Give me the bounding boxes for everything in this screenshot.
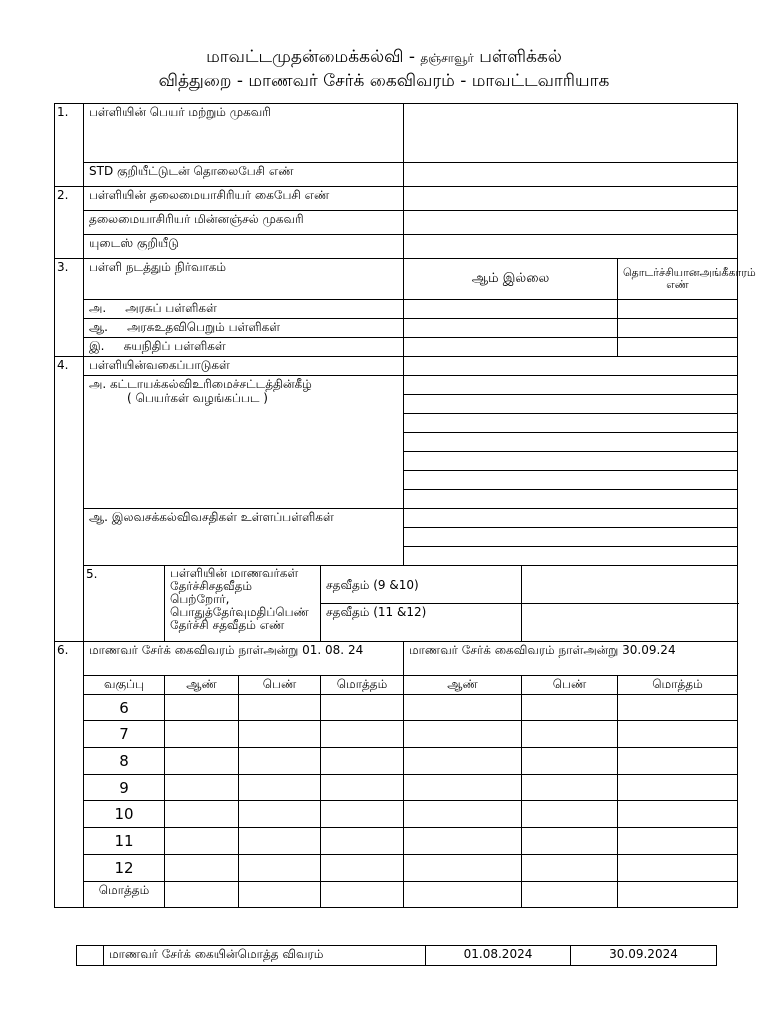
total-cell[interactable] (321, 695, 404, 721)
aided-schools-recognition[interactable] (618, 319, 738, 338)
class-label: 12 (84, 855, 165, 882)
total-cell[interactable] (618, 828, 738, 855)
government-schools-yes-no[interactable] (404, 300, 618, 319)
class-label: 6 (84, 695, 165, 721)
aided-schools-yes-no[interactable] (404, 319, 618, 338)
rte-line-6[interactable] (404, 471, 738, 490)
udise-code-field[interactable] (404, 235, 738, 259)
grand-total-cell[interactable] (618, 882, 738, 908)
col-total-header-1: மொத்தம் (321, 676, 404, 695)
rte-line-3[interactable] (404, 414, 738, 433)
boys-cell[interactable] (165, 855, 239, 882)
girls-total-cell[interactable] (239, 882, 321, 908)
school-name-field[interactable] (404, 104, 738, 163)
girls-cell[interactable] (239, 748, 321, 775)
total-cell[interactable] (321, 721, 404, 748)
std-phone-label: STD குறியீட்டுடன் தொலைபேசி எண் (84, 163, 404, 187)
pass-percent-9-10-label: சதவீதம் (9 &10) (321, 566, 522, 604)
summary-date-2: 30.09.2024 (571, 946, 717, 966)
boys-cell[interactable] (404, 828, 522, 855)
boys-cell[interactable] (404, 775, 522, 801)
enrollment-date-1-header: மாணவர் சேர்க் கைவிவரம் நாள்அன்று 01. 08. 24 (84, 642, 404, 676)
school-category-field[interactable] (404, 357, 738, 376)
recognition-number-header: தொடர்ச்சியானஅங்கீகாரம் எண் (618, 259, 738, 300)
management-label: பள்ளி நடத்தும் நிர்வாகம் (84, 259, 404, 300)
boys-cell[interactable] (404, 855, 522, 882)
enrollment-date-2-header: மாணவர் சேர்க் கைவிவரம் நாள்அன்று 30.09.24 (404, 642, 738, 676)
row-1-number: 1. (55, 104, 84, 187)
summary-date-1: 01.08.2024 (426, 946, 571, 966)
girls-cell[interactable] (522, 801, 618, 828)
boys-cell[interactable] (165, 748, 239, 775)
girls-cell[interactable] (522, 828, 618, 855)
udise-code-label: யுடைஸ் குறியீடு (84, 235, 404, 259)
rte-line-2[interactable] (404, 395, 738, 414)
boys-cell[interactable] (165, 801, 239, 828)
free-edu-line-1[interactable] (404, 509, 738, 528)
total-cell[interactable] (618, 801, 738, 828)
pass-percent-9-10-field[interactable] (522, 566, 738, 604)
col-class-header: வகுப்பு (84, 676, 165, 695)
col-girls-header-1: பெண் (239, 676, 321, 695)
total-cell[interactable] (321, 828, 404, 855)
col-boys-header-2: ஆண் (404, 676, 522, 695)
boys-cell[interactable] (165, 721, 239, 748)
row-4-number: 4. (55, 357, 84, 642)
school-category-label: பள்ளியின்வகைப்பாடுகள் (84, 357, 404, 376)
girls-cell[interactable] (239, 775, 321, 801)
enrollment-summary-table (76, 945, 717, 966)
headmaster-email-label: தலைமையாசிரியர் மின்னஞ்சல் முகவரி (84, 211, 404, 235)
pass-percent-11-12-field[interactable] (522, 604, 738, 642)
self-financing-schools-yes-no[interactable] (404, 338, 618, 357)
girls-cell[interactable] (522, 775, 618, 801)
boys-cell[interactable] (165, 828, 239, 855)
headmaster-mobile-field[interactable] (404, 187, 738, 211)
rte-line-7[interactable] (404, 490, 738, 509)
total-cell[interactable] (618, 721, 738, 748)
boys-cell[interactable] (404, 721, 522, 748)
girls-cell[interactable] (522, 855, 618, 882)
free-education-label: ஆ. இலவசக்கல்விவசதிகள் உள்ளப்பள்ளிகள் (84, 509, 404, 566)
free-edu-line-3[interactable] (404, 547, 738, 566)
class-label: 11 (84, 828, 165, 855)
government-schools-recognition[interactable] (618, 300, 738, 319)
total-cell[interactable] (321, 748, 404, 775)
enrollment-form-table (54, 103, 756, 908)
total-cell[interactable] (618, 775, 738, 801)
headmaster-mobile-label: பள்ளியின் தலைமையாசிரியர் கைபேசி எண் (84, 187, 404, 211)
col-boys-header-1: ஆண் (165, 676, 239, 695)
grand-total-cell[interactable] (321, 882, 404, 908)
std-phone-field[interactable] (404, 163, 738, 187)
boys-total-cell[interactable] (404, 882, 522, 908)
self-financing-schools-recognition[interactable] (618, 338, 738, 357)
headmaster-email-field[interactable] (404, 211, 738, 235)
page-title-line-2: வித்துறை - மாணவர் சேர்க் கைவிவரம் - மாவட்டவாரியாக (158, 71, 610, 91)
self-financing-schools-label: இ. சுயநிதிப் பள்ளிகள் (84, 338, 404, 357)
summary-blank-cell (77, 946, 104, 966)
girls-cell[interactable] (522, 721, 618, 748)
boys-total-cell[interactable] (165, 882, 239, 908)
class-label: 8 (84, 748, 165, 775)
rte-line-4[interactable] (404, 433, 738, 452)
col-total-header-2: மொத்தம் (618, 676, 738, 695)
total-cell[interactable] (321, 801, 404, 828)
aided-schools-label: ஆ. அரசுஉதவிபெறும் பள்ளிகள் (84, 319, 404, 338)
class-label: 10 (84, 801, 165, 828)
class-label: 7 (84, 721, 165, 748)
rte-line-1[interactable] (404, 376, 738, 395)
total-cell[interactable] (618, 748, 738, 775)
page-title-line-1: மாவட்டமுதன்மைக்கல்வி - தஞ்சாவூர் பள்ளிக்கல் (206, 47, 562, 67)
class-label: 9 (84, 775, 165, 801)
total-cell[interactable] (321, 775, 404, 801)
free-edu-line-2[interactable] (404, 528, 738, 547)
summary-label: மாணவர் சேர்க் கையின்மொத்த விவரம் (104, 946, 426, 966)
total-row-label: மொத்தம் (84, 882, 165, 908)
school-name-label: பள்ளியின் பெயர் மற்றும் முகவரி (84, 104, 404, 163)
row-6-number: 6. (55, 642, 84, 908)
yes-no-header: ஆம் இல்லை (404, 259, 618, 300)
girls-cell[interactable] (522, 748, 618, 775)
rte-line-5[interactable] (404, 452, 738, 471)
girls-cell[interactable] (239, 801, 321, 828)
boys-cell[interactable] (404, 748, 522, 775)
boys-cell[interactable] (404, 695, 522, 721)
government-schools-label: அ. அரசுப் பள்ளிகள் (84, 300, 404, 319)
girls-cell[interactable] (239, 828, 321, 855)
girls-cell[interactable] (239, 855, 321, 882)
girls-cell[interactable] (239, 721, 321, 748)
rte-schools-label: அ. கட்டாயக்கல்விஉரிமைச்சட்டத்தின்கீழ் ( பெயர்கள் வழங்கப்பட ) (84, 376, 404, 509)
girls-cell[interactable] (522, 695, 618, 721)
boys-cell[interactable] (404, 801, 522, 828)
row-2-number: 2. (55, 187, 84, 259)
boys-cell[interactable] (165, 775, 239, 801)
girls-total-cell[interactable] (522, 882, 618, 908)
pass-percentage-label: பள்ளியின் மாணவர்கள் தேர்ச்சிசதவீதம் பெற்றோர், பொதுத்தேர்வுமதிப்பெண் தேர்ச்சி சதவீதம் எண் (165, 566, 321, 642)
total-cell[interactable] (618, 695, 738, 721)
row-5-number: 5. (84, 566, 165, 642)
boys-cell[interactable] (165, 695, 239, 721)
total-cell[interactable] (618, 855, 738, 882)
col-girls-header-2: பெண் (522, 676, 618, 695)
girls-cell[interactable] (239, 695, 321, 721)
row-3-number: 3. (55, 259, 84, 357)
pass-percent-11-12-label: சதவீதம் (11 &12) (321, 604, 522, 642)
total-cell[interactable] (321, 855, 404, 882)
